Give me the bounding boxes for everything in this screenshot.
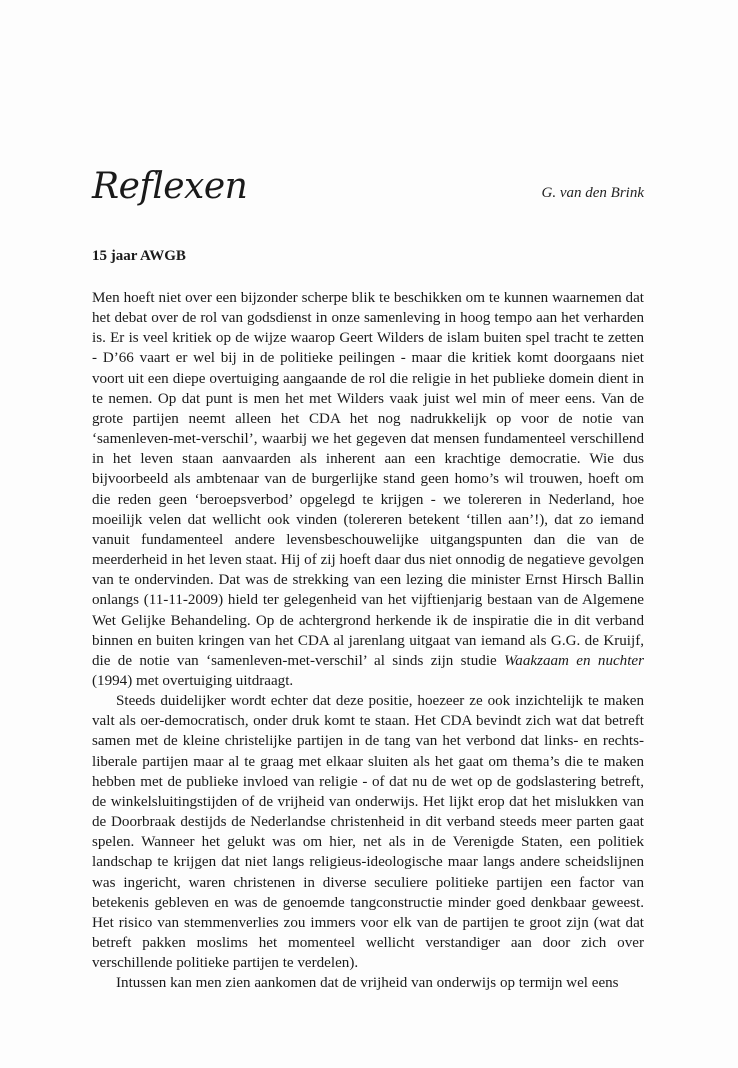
author-name: G. van den Brink [541,185,644,201]
book-title: Waakzaam en nuchter [504,652,644,669]
page-header [92,166,644,216]
paragraph-2: Steeds duidelijker wordt echter dat deze positie, hoezeer ze ook inzichtelijk te maken valt als oer-democratisch, onder druk komt te staan. Het CDA bevindt zich wat dat betreft samen met de kleine christelijke partijen in de tang van het verbond dat links- en rechts-liberale partijen maar al te graag met elkaar sluiten als het gaat om thema’s die te maken hebben met de publieke invloed van religie - of dat nu de wet op de godslastering betreft, de winkelsluitingstijden of de vrijheid van onderwijs. Het lijkt erop dat het mislukken van de Doorbraak destijds de Nederlandse christenheid in dit verband steeds meer parten gaat spelen. Wanneer het gelukt was om hier, net als in de Verenigde Staten, een politiek landschap te krijgen dat niet langs religieus-ideologische maar langs andere scheidslijnen was ingericht, waren christenen in diverse seculiere politieke partijen een factor van betekenis gebleven en was de genoemde tangconstructie minder goed denkbaar geweest. Het risico van stemmenverlies zou immers voor elk van de partijen te groot zijn (wat dat betreft pakken moslims het momenteel wellicht verstandiger aan door zich over verschillende politieke partijen te verdelen). [92,693,644,972]
section-title: Reflexen [92,166,248,207]
article-title: 15 jaar AWGB [92,248,186,264]
paragraph-3: Intussen kan men zien aankomen dat de vrijheid van onderwijs op termijn wel eens [116,975,619,992]
paragraph-1-text: Men hoeft niet over een bijzonder scherpe blik te beschikken om te kunnen waarnemen dat het debat over de rol van godsdienst in onze samenleving in hoog tempo aan het verharden is. Er is veel kritiek op de wijze waarop Geert Wilders de islam buiten spel tracht te zetten - D’66 vaart er wel bij in de politieke peilingen - maar die kritiek komt doorgaans niet voort uit een diepe overtuiging aangaande de rol die religie in het publieke domein dient in te nemen. Op dat punt is men het met Wilders vaak juist wel min of meer eens. Van de grote partijen neemt alleen het CDA het nog nadrukkelijk op voor de notie van ‘samenleven-met-verschil’, waarbij we het gegeven dat mensen fundamenteel verschillend in het leven staan aanvaarden als inherent aan een krachtige democratie. Wie dus bijvoorbeeld als ambtenaar van de burgerlijke stand geen homo’s wil trouwen, hoeft om die reden geen ‘beroepsverbod’ opgelegd te krijgen - we tolereren in Nederland, hoe moeilijk velen dat wellicht ook vinden (tolereren betekent ‘tillen aan’!), dat zo iemand vanuit fundamenteel andere levensbeschouwelijke uitgangspunten dan die van de meerderheid in het leven staat. Hij of zij hoeft daar dus niet onnodig de negatieve gevolgen van te ondervinden. Dat was de strekking van een lezing die minister Ernst Hirsch Ballin onlangs (11-11-2009) hield ter gelegenheid van het vijftienjarig bestaan van de Algemene Wet Gelijke Behandeling. Op de achtergrond herkende ik de inspiratie die in dit verband binnen en buiten kringen van het CDA al jarenlang uitgaat van iemand als G.G. de Kruijf, die de notie van ‘samenleven-met-verschil’ al sinds zijn studie [92,290,644,669]
paragraph-1-tail: (1994) met overtuiging uitdraagt. [92,672,294,689]
article-body [92,288,644,993]
paragraph-1 [92,288,644,691]
